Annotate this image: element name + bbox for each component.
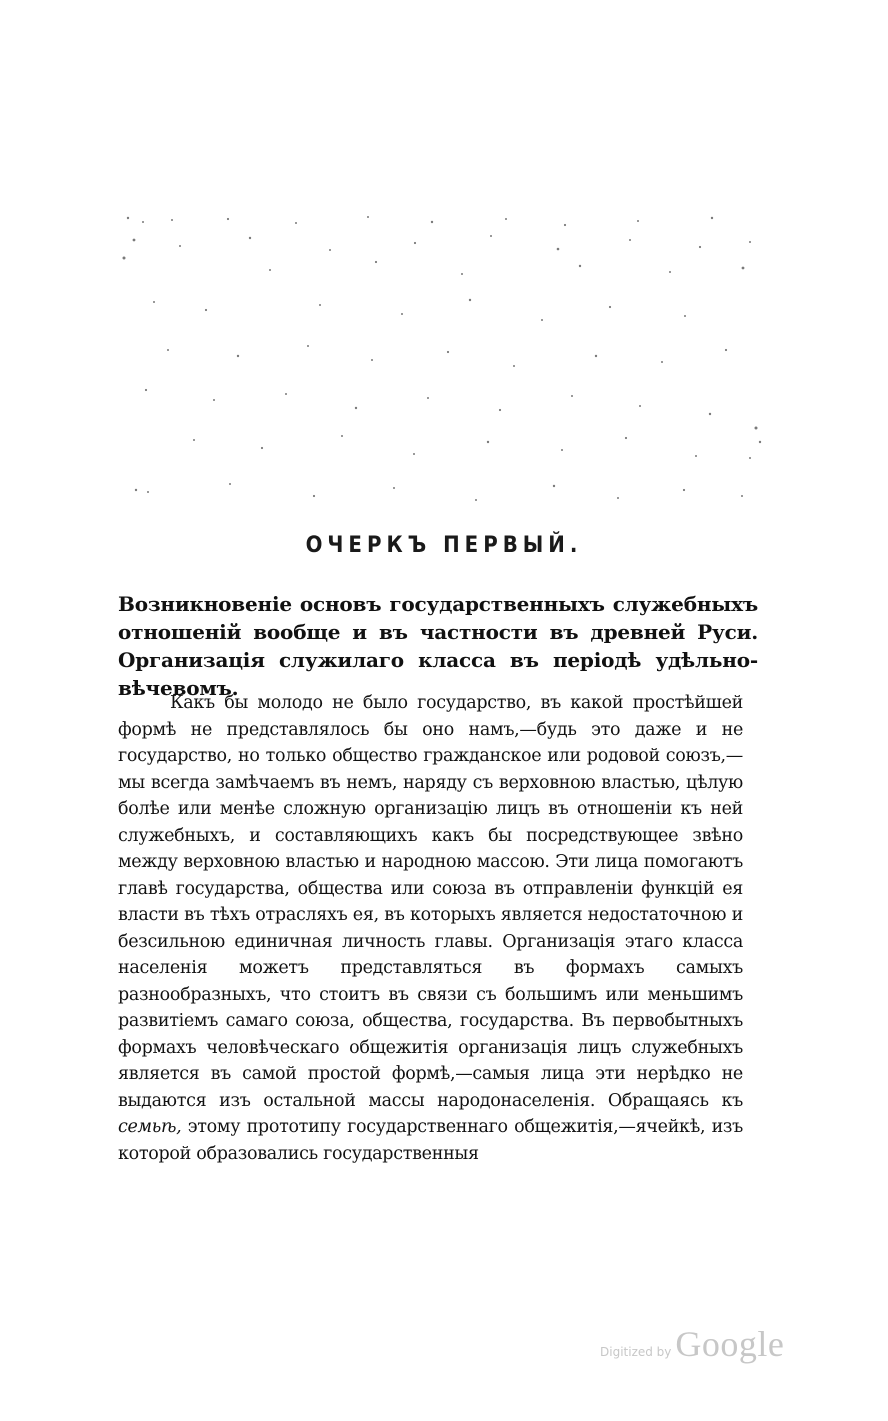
chapter-title: ОЧЕРКЪ ПЕРВЫЙ. xyxy=(305,533,583,558)
paragraph-tail: этому прототипу государственнаго общежитія,—ячейкѣ, изъ которой образовались государственныя xyxy=(118,1117,744,1164)
body-paragraph xyxy=(118,690,743,1167)
google-watermark xyxy=(600,1323,784,1365)
chapter-subtitle: Возникновеніе основъ государственныхъ служебныхъ отношеній вообще и въ частности въ древней Руси. Организація служилаго класса въ періодѣ удѣльно-вѣчевомъ. xyxy=(118,592,758,700)
paragraph-lead: Какъ бы молодо не было государство, въ какой простѣйшей формѣ не представлялось бы оно намъ,—будь это даже и не государство, но только общество гражданское или родовой союзъ,—мы всегда замѣчаемъ въ немъ, наряду съ верховною властью, цѣлую болѣе или менѣе сложную организацію лицъ въ отношеніи къ ней служебныхъ, и составляющихъ какъ бы посредствующее звѣно между верховною властью и народною массою. Эти лица помогаютъ главѣ государства, общества или союза въ отправленіи функцій ея власти въ тѣхъ отрасляхъ ея, въ которыхъ является недостаточною и безсильною единичная личность главы. Организація этаго класса населенія можетъ представляться въ формахъ самыхъ разнообразныхъ, что стоитъ въ связи съ большимъ или меньшимъ развитіемъ самаго союза, общества, государства. Въ первобытныхъ формахъ человѣческаго общежитія организація лицъ служебныхъ является въ самой простой формѣ,—самыя лица эти нерѣдко не выдаются изъ остальной массы народонаселенія. Обращаясь къ xyxy=(118,693,743,1111)
scan-noise-specks xyxy=(110,210,770,510)
watermark-prefix: Digitized by xyxy=(600,1345,672,1359)
emphasized-word: семьѣ, xyxy=(118,1117,182,1137)
google-logo: Google xyxy=(675,1324,785,1364)
